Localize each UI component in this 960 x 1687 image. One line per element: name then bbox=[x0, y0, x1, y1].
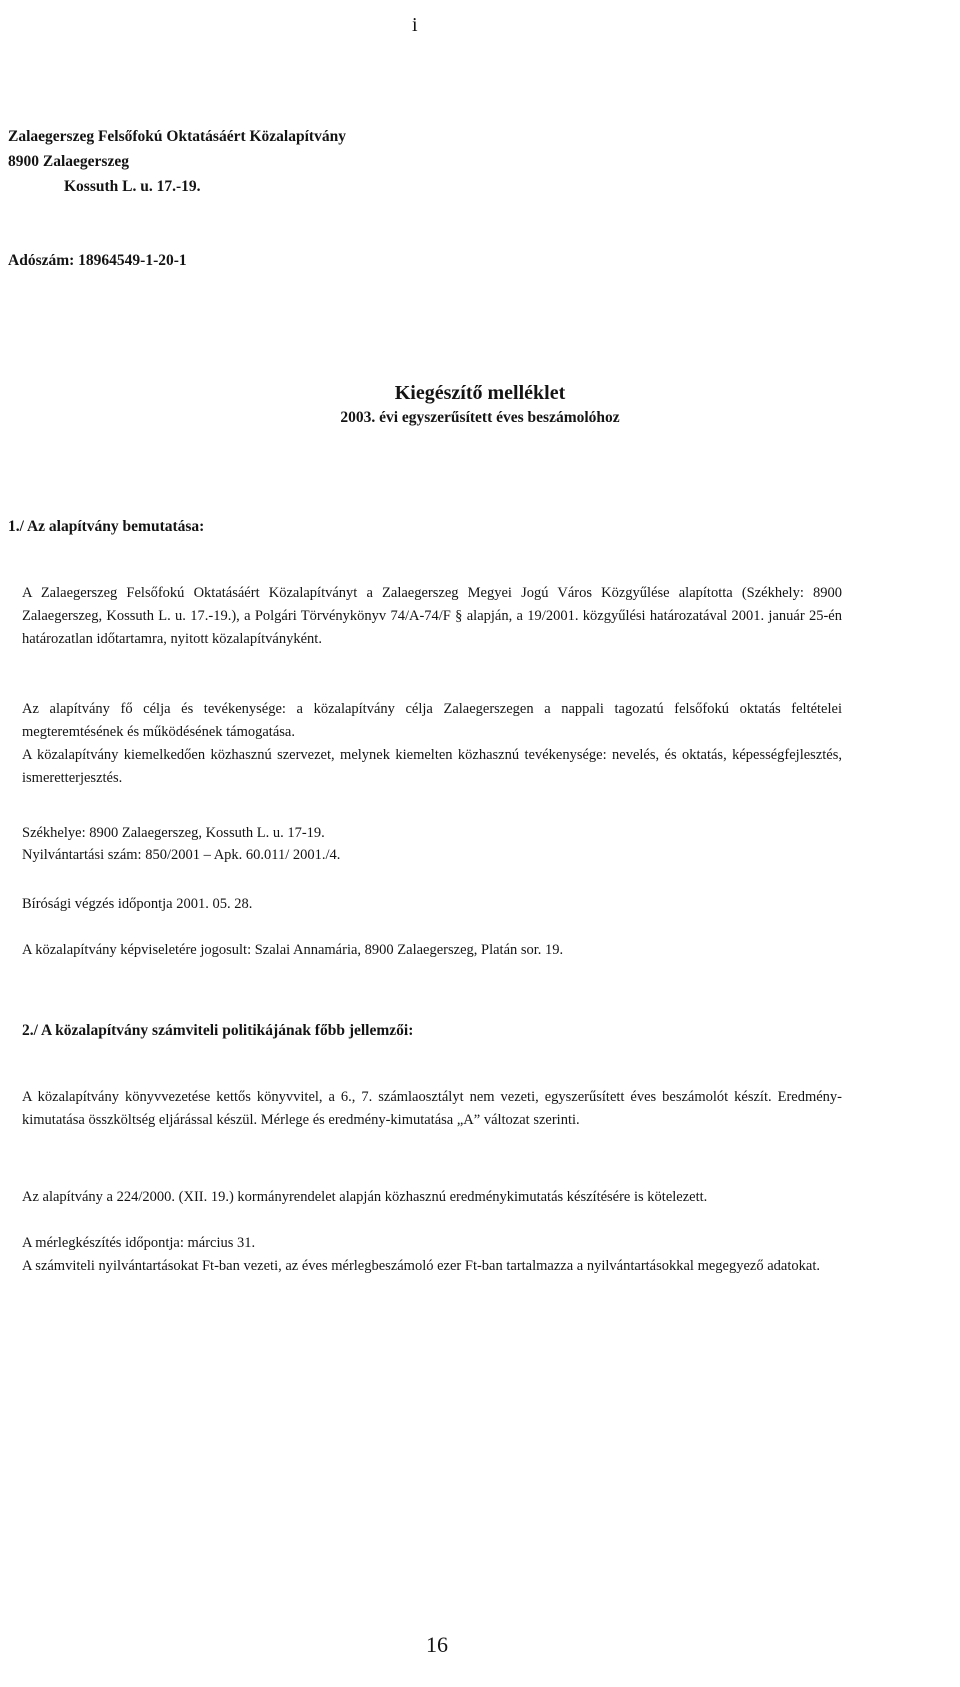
organization-name: Zalaegerszeg Felsőfokú Oktatásáért Közalapítvány bbox=[8, 128, 346, 145]
top-mark: i bbox=[412, 14, 418, 36]
section2-bookkeeping: A közalapítvány könyvvezetése kettős könyvvitel, a 6., 7. számlaosztályt nem vezeti, egyszerűsített éves beszámolót készít. Eredmény-kimutatása összköltség eljárással készül. Mérlege és eredmény-kimutatása „A” változat szerinti. bbox=[22, 1089, 842, 1128]
organization-street: Kossuth L. u. 17.-19. bbox=[64, 178, 201, 195]
registration-line: Nyilvántartási szám: 850/2001 – Apk. 60.011/ 2001./4. bbox=[22, 847, 341, 863]
section1-heading: 1./ Az alapítvány bemutatása: bbox=[8, 518, 205, 535]
title-sub: 2003. évi egyszerűsített éves beszámolóhoz bbox=[340, 409, 620, 426]
seat-line: Székhelye: 8900 Zalaegerszeg, Kossuth L. u. 17-19. bbox=[22, 825, 325, 841]
representative: A közalapítvány képviseletére jogosult: Szalai Annamária, 8900 Zalaegerszeg, Platán sor. 19. bbox=[22, 942, 564, 958]
document-title bbox=[0, 382, 960, 427]
organization-header bbox=[8, 124, 346, 199]
page-number: 16 bbox=[426, 1632, 448, 1657]
section1-purpose: Az alapítvány fő célja és tevékenysége: a közalapítvány célja Zalaegerszegen a nappali tagozatú felsőfokú oktatás feltételei megteremtésének és működésének támogatása. bbox=[22, 701, 842, 740]
court-date: Bírósági végzés időpontja 2001. 05. 28. bbox=[22, 896, 253, 912]
section1-registry bbox=[22, 822, 340, 866]
organization-city: 8900 Zalaegerszeg bbox=[8, 153, 129, 170]
section2-balance-date: A mérlegkészítés időpontja: március 31. bbox=[22, 1235, 256, 1251]
section2-records: A számviteli nyilvántartásokat Ft-ban vezeti, az éves mérlegbeszámoló ezer Ft-ban tartalmazza a nyilvántartásokkal megegyező adatokat. bbox=[22, 1258, 820, 1274]
title-main: Kiegészítő melléklet bbox=[394, 382, 566, 404]
section2-decree: Az alapítvány a 224/2000. (XII. 19.) kormányrendelet alapján közhasznú eredménykimutatás készítésére is kötelezett. bbox=[22, 1189, 708, 1205]
section1-intro: A Zalaegerszeg Felsőfokú Oktatásáért Közalapítványt a Zalaegerszeg Megyei Jogú Város Közgyűlése alapította (Székhely: 8900 Zalaegerszeg, Kossuth L. u. 17.-19.), a Polgári Törvénykönyv 74/A-74/F § alapján, a 19/2001. közgyűlési határozatával 2001. január 25-én határozatlan időtartamra, nyitott közalapítványként. bbox=[22, 585, 842, 647]
section1-public-benefit: A közalapítvány kiemelkedően közhasznú szervezet, melynek kiemelten közhasznú tevékenysége: nevelés, és oktatás, képességfejlesztés, ismeretterjesztés. bbox=[22, 747, 842, 786]
tax-number: Adószám: 18964549-1-20-1 bbox=[8, 252, 187, 269]
section2-heading: 2./ A közalapítvány számviteli politikájának főbb jellemzői: bbox=[22, 1022, 414, 1039]
